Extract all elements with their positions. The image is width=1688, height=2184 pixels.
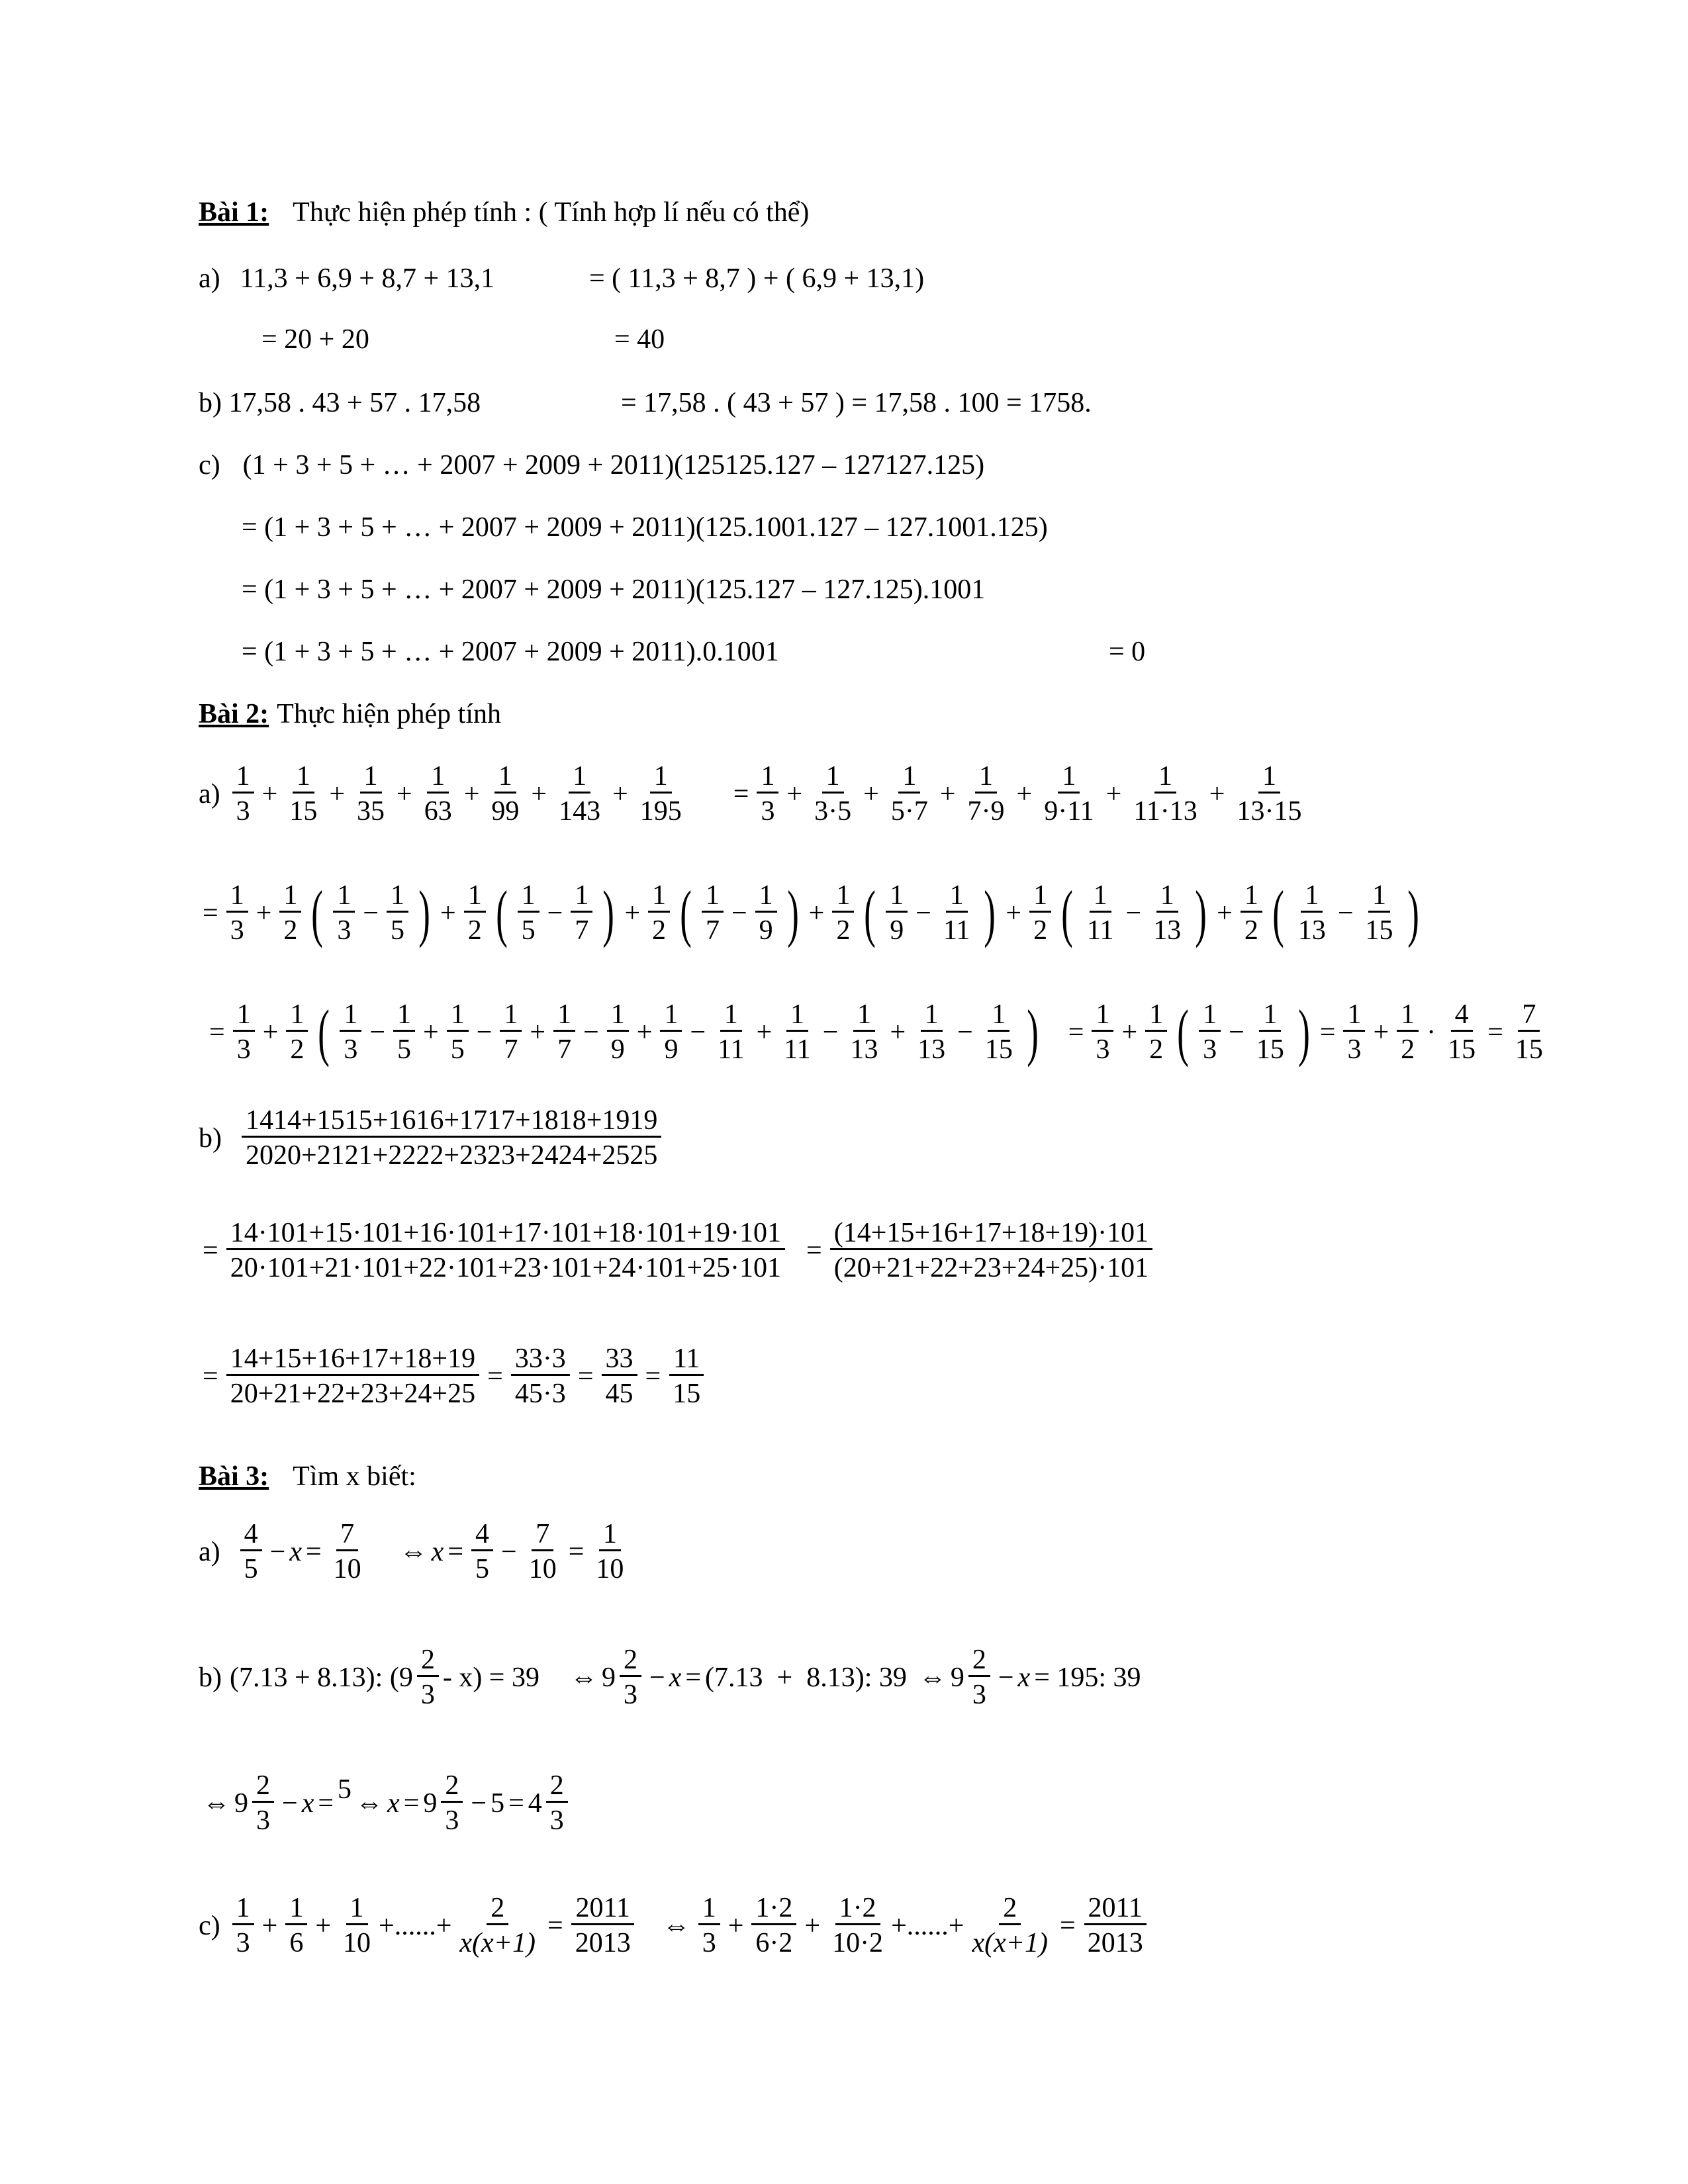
- bai2-b-denominator: 2020+2121+2222+2323+2424+2525: [246, 1140, 658, 1171]
- bai2-b-line1: [199, 1105, 665, 1171]
- bai2-b3-denominator: (20+21+22+23+24+25)·101: [833, 1253, 1149, 1283]
- bai2-b4-numerator: 14+15+16+17+18+19: [226, 1343, 479, 1376]
- bai3-b-line1: b) (7.13 + 8.13): (9 $\frac{2}{3}$ - x) = 39 ⇔ 9 $\frac{2}{3}$ − x = (7.13 + 8.13): 39 ⇔ 9 $\frac{2}{3}$ − x = 195: 39: [199, 1645, 1141, 1710]
- bai3-c-r-den: 2013: [575, 1928, 631, 1958]
- bai1-b-left: b) 17,58 . 43 + 57 . 17,58: [199, 388, 481, 418]
- bai2-a-line2: = $\frac{1}{3}$ + $\frac{1}{2}$ ( $\frac{1}{3}$ − $\frac{1}{5}$ ) + $\frac{1}{2}$ ( $\frac{1}{5}$ − $\frac{1}{7}$ ) + $\frac{1}{2}$ ( $\frac{1}{7}$ − $\frac{1}{9}$ ) + $\frac{1}{2}$ ( $\frac{1}{9}$ − $\frac{1}{11}$ ) + $\frac{1}{2}$ ( $\frac{1}{11}$ − $\frac{1}{13}$ ) + $\frac{1}{2}$ ( $\frac{1}{13}$ − $\frac{1}{15}$ ): [203, 877, 1419, 948]
- bai3-b-line2: ⇔ 9 $\frac{2}{3}$ − x = 5 ⇔ x = 9 $\frac{2}{3}$ − 5 = 4 $\frac{2}{3}$: [199, 1770, 572, 1836]
- bai2-b4-denominator: 20+21+22+23+24+25: [230, 1379, 476, 1409]
- bai3-c-two: 2: [487, 1893, 508, 1925]
- bai1-a-line1-right: = ( 11,3 + 8,7 ) + ( 6,9 + 13,1): [589, 263, 925, 294]
- equivalence-arrow-icon: ⇔: [203, 1788, 230, 1819]
- bai3-c-dots: +......+: [379, 1910, 452, 1941]
- equivalence-arrow-icon: ⇔: [570, 1662, 598, 1693]
- bai1-title-line: [199, 199, 809, 226]
- bai1-c-line3: = (1 + 3 + 5 + … + 2007 + 2009 + 2011)(125.127 – 127.125).1001: [242, 574, 986, 605]
- bai3-title-line: [199, 1463, 416, 1490]
- bai1-c-line4: = (1 + 3 + 5 + … + 2007 + 2009 + 2011).0.1001: [242, 637, 779, 667]
- bai1-a-line1: [199, 265, 494, 293]
- bai2-b2-denominator: 20·101+21·101+22·101+23·101+24·101+25·101: [230, 1253, 782, 1283]
- bai2-b-line2: = $\frac{14\cdot 101+15\cdot 101+16\cdot 101+17\cdot 101+18\cdot 101+19\cdot 101}{20\cdot 101+21\cdot 101+22\cdot 101+23\cdot 101+24\cdot 101+25\cdot 101}$ = $\frac{(14+15+16+17+18+19)\cdot 101}{(20+21+22+23+24+25)\cdot 101}$: [199, 1218, 1156, 1283]
- bai3-title: Bài 3:: [199, 1461, 269, 1492]
- bai2-b5-denominator: 45·3: [514, 1379, 566, 1409]
- bai2-b7-denominator: 15: [673, 1379, 701, 1409]
- bai3-c-r-num: 2011: [571, 1893, 633, 1925]
- bai3-c-r-den-2: 2013: [1087, 1928, 1143, 1958]
- bai2-title-line: [199, 700, 501, 728]
- bai1-a-line2-right: = 40: [614, 324, 665, 355]
- bai3-a-label: a): [199, 1536, 220, 1567]
- equivalence-arrow-icon: ⇔: [355, 1788, 384, 1819]
- bai2-b-label: b): [199, 1122, 222, 1154]
- bai2-title: Bài 2:: [199, 699, 269, 729]
- bai3-b-label: b): [199, 1662, 222, 1693]
- bai2-b7-numerator: 11: [669, 1343, 704, 1376]
- bai1-c-result: = 0: [1109, 637, 1146, 667]
- bai3-b-part1: (7.13 + 8.13): (9: [230, 1662, 413, 1693]
- bai2-a-line1: a) $\frac{1}{3}$ + $\frac{1}{15}$ + $\frac{1}{35}$ + $\frac{1}{63}$ + $\frac{1}{99}$ + $\frac{1}{143}$ + $\frac{1}{195}$ = $\frac{1}{3}$ + $\frac{1}{3\cdot 5}$ + $\frac{1}{5\cdot 7}$ + $\frac{1}{7\cdot 9}$ + $\frac{1}{9\cdot 11}$ + $\frac{1}{11\cdot 13}$ + $\frac{1}{13\cdot 15}$: [199, 761, 1302, 827]
- bai3-b-part4: = 195: 39: [1034, 1662, 1141, 1693]
- bai2-b3-numerator: (14+15+16+17+18+19)·101: [830, 1218, 1152, 1250]
- bai2-heading: Thực hiện phép tính: [277, 699, 502, 729]
- bai1-c-expr1: (1 + 3 + 5 + … + 2007 + 2009 + 2011)(125125.127 – 127127.125): [242, 450, 985, 480]
- bai3-c-dots-2: +......+: [891, 1910, 964, 1941]
- bai1-a-label: a): [199, 263, 220, 294]
- bai3-heading: Tìm x biết:: [293, 1461, 416, 1492]
- bai1-c-line1: [199, 451, 984, 479]
- equivalence-arrow-icon: ⇔: [918, 1662, 947, 1693]
- equivalence-arrow-icon: ⇔: [662, 1910, 690, 1941]
- equivalence-arrow-icon: ⇔: [399, 1536, 428, 1567]
- bai3-c-xx: x(x+1): [459, 1928, 536, 1958]
- bai1-b-right: = 17,58 . ( 43 + 57 ) = 17,58 . 100 = 1758.: [621, 388, 1092, 418]
- bai1-a-expr: 11,3 + 6,9 + 8,7 + 13,1: [240, 263, 495, 294]
- bai2-b2-numerator: 14·101+15·101+16·101+17·101+18·101+19·101: [226, 1218, 785, 1250]
- bai2-b6-denominator: 45: [605, 1379, 633, 1409]
- bai2-b-numerator: 1414+1515+1616+1717+1818+1919: [242, 1105, 661, 1138]
- bai2-b-line3: = $\frac{14+15+16+17+18+19}{20+21+22+23+24+25}$ = $\frac{33\cdot 3}{45\cdot 3}$ = $\frac{33}{45}$ = $\frac{11}{15}$: [199, 1343, 708, 1409]
- bai1-c-line2: = (1 + 3 + 5 + … + 2007 + 2009 + 2011)(125.1001.127 – 127.1001.125): [242, 512, 1048, 543]
- bai1-a-line2-left: = 20 + 20: [261, 324, 369, 355]
- bai3-c-two-2: 2: [999, 1893, 1021, 1925]
- bai3-c-r-num-2: 2011: [1084, 1893, 1147, 1925]
- bai3-c-label: c): [199, 1910, 220, 1941]
- bai1-c-label: c): [199, 450, 220, 480]
- bai3-b-part3: (7.13 + 8.13): 39: [705, 1662, 907, 1693]
- bai2-b6-numerator: 33: [602, 1343, 637, 1376]
- bai1-heading: Thực hiện phép tính : ( Tính hợp lí nếu có thể): [293, 197, 810, 228]
- bai3-c-xx-2: x(x+1): [972, 1928, 1049, 1958]
- bai3-b-part2: - x) = 39: [442, 1662, 539, 1693]
- bai3-c-line: c) $\frac{1}{3}$ + $\frac{1}{6}$ + $\frac{1}{10}$ +......+ $\frac{2}{x(x+1)}$ = $\frac{2011}{2013}$ ⇔ $\frac{1}{3}$ + $\frac{1\cdot 2}{6\cdot 2}$ + $\frac{1\cdot 2}{10\cdot 2}$ +......+ $\frac{2}{x(x+1)}$ = $\frac{2011}{2013}$: [199, 1893, 1151, 1958]
- bai2-a-line3: = $\frac{1}{3}$ + $\frac{1}{2}$ ( $\frac{1}{3}$ − $\frac{1}{5}$ + $\frac{1}{5}$ − $\frac{1}{7}$ + $\frac{1}{7}$ − $\frac{1}{9}$ + $\frac{1}{9}$ − $\frac{1}{11}$ + $\frac{1}{11}$ − $\frac{1}{13}$ + $\frac{1}{13}$ − $\frac{1}{15}$ ) = $\frac{1}{3}$ + $\frac{1}{2}$ ( $\frac{1}{3}$ − $\frac{1}{15}$ ) = $\frac{1}{3}$ + $\frac{1}{2}$ · $\frac{4}{15}$ = $\frac{7}{15}$: [209, 996, 1543, 1068]
- bai1-title: Bài 1:: [199, 197, 269, 228]
- bai2-a-label: a): [199, 778, 220, 809]
- bai3-a-line: a) $\frac{4}{5}$ − x = $\frac{7}{10}$ ⇔ x = $\frac{4}{5}$ − $\frac{7}{10}$ = $\frac{1}{10}$: [199, 1519, 624, 1584]
- bai2-b5-numerator: 33·3: [511, 1343, 570, 1376]
